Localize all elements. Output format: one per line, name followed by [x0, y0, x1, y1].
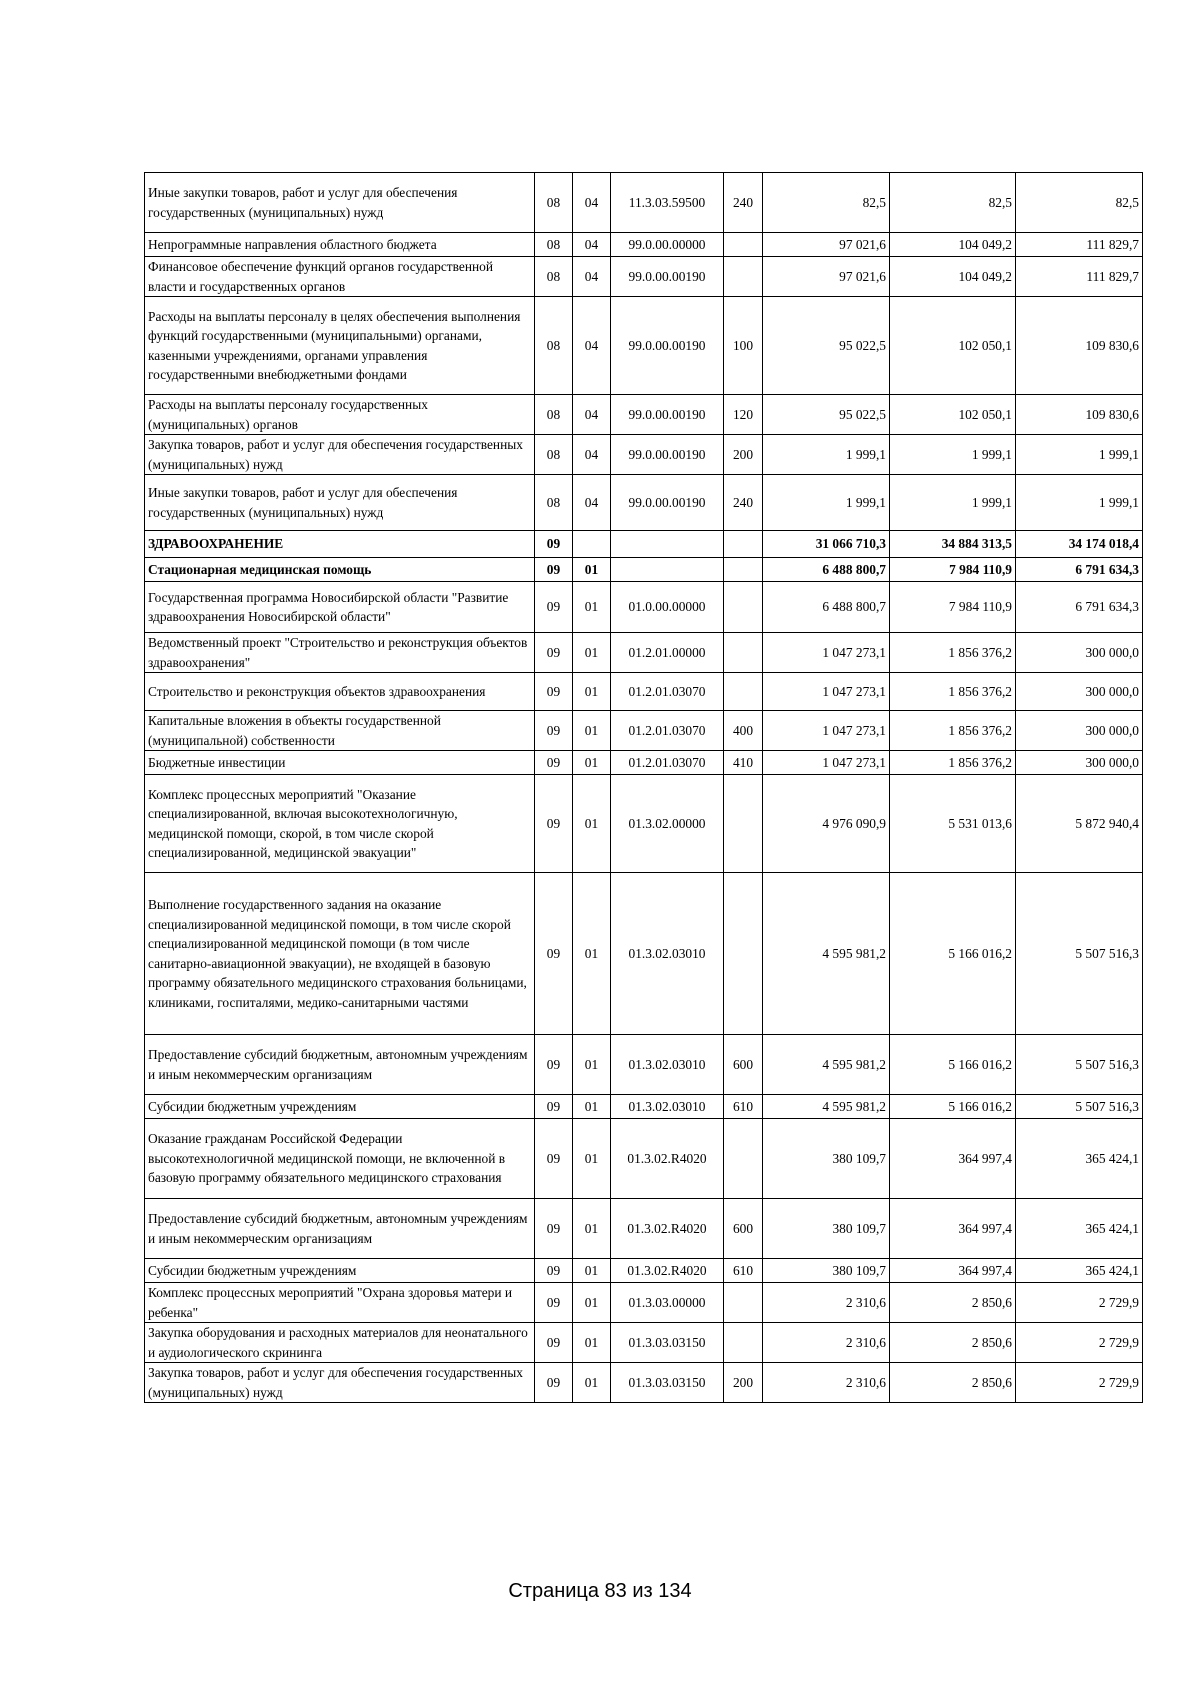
table-row — [145, 297, 1143, 395]
cell-expense-type — [724, 775, 763, 873]
cell-name: Бюджетные инвестиции — [145, 751, 535, 775]
cell-subsection: 01 — [573, 751, 611, 775]
cell-expense-type: 410 — [724, 751, 763, 775]
cell-expense-type — [724, 1283, 763, 1323]
cell-name: Оказание гражданам Российской Федерации высокотехнологичной медицинской помощи, не включенной в базовую программу обязательного медицинского страхования — [145, 1119, 535, 1199]
cell-amount-year-3: 300 000,0 — [1016, 633, 1143, 673]
cell-section: 09 — [535, 751, 573, 775]
cell-expense-type — [724, 873, 763, 1035]
cell-amount-year-2: 102 050,1 — [890, 395, 1016, 435]
table-row — [145, 1259, 1143, 1283]
page-number: Страница 83 из 134 — [508, 1580, 692, 1602]
cell-expense-type: 200 — [724, 435, 763, 475]
cell-amount-year-2: 5 531 013,6 — [890, 775, 1016, 873]
cell-amount-year-1: 1 047 273,1 — [763, 673, 890, 711]
cell-section: 09 — [535, 1283, 573, 1323]
cell-amount-year-2: 364 997,4 — [890, 1259, 1016, 1283]
cell-subsection — [573, 531, 611, 558]
cell-expense-type — [724, 558, 763, 582]
cell-amount-year-3: 109 830,6 — [1016, 297, 1143, 395]
cell-name: Субсидии бюджетным учреждениям — [145, 1259, 535, 1283]
cell-amount-year-3: 6 791 634,3 — [1016, 558, 1143, 582]
cell-section: 09 — [535, 582, 573, 633]
cell-subsection: 04 — [573, 395, 611, 435]
cell-target-article: 01.3.02.R4020 — [611, 1199, 724, 1259]
cell-subsection: 01 — [573, 633, 611, 673]
cell-expense-type: 610 — [724, 1095, 763, 1119]
cell-target-article: 01.2.01.03070 — [611, 751, 724, 775]
cell-subsection: 04 — [573, 475, 611, 531]
cell-target-article: 99.0.00.00000 — [611, 233, 724, 257]
cell-section: 08 — [535, 173, 573, 233]
cell-section: 09 — [535, 1095, 573, 1119]
cell-amount-year-1: 2 310,6 — [763, 1363, 890, 1403]
cell-target-article: 99.0.00.00190 — [611, 475, 724, 531]
cell-subsection: 01 — [573, 775, 611, 873]
cell-section: 09 — [535, 1035, 573, 1095]
cell-amount-year-3: 111 829,7 — [1016, 233, 1143, 257]
cell-amount-year-3: 6 791 634,3 — [1016, 582, 1143, 633]
cell-amount-year-1: 380 109,7 — [763, 1119, 890, 1199]
cell-amount-year-2: 1 999,1 — [890, 475, 1016, 531]
cell-amount-year-3: 5 507 516,3 — [1016, 1095, 1143, 1119]
cell-amount-year-3: 300 000,0 — [1016, 673, 1143, 711]
cell-name: Ведомственный проект "Строительство и реконструкция объектов здравоохранения" — [145, 633, 535, 673]
table-row — [145, 475, 1143, 531]
table-row — [145, 673, 1143, 711]
cell-name: Государственная программа Новосибирской области "Развитие здравоохранения Новосибирской области" — [145, 582, 535, 633]
cell-amount-year-1: 1 999,1 — [763, 475, 890, 531]
cell-section: 09 — [535, 1259, 573, 1283]
cell-amount-year-3: 5 507 516,3 — [1016, 873, 1143, 1035]
cell-subsection: 04 — [573, 173, 611, 233]
table-row — [145, 257, 1143, 297]
cell-amount-year-1: 95 022,5 — [763, 297, 890, 395]
cell-amount-year-1: 1 999,1 — [763, 435, 890, 475]
cell-target-article: 99.0.00.00190 — [611, 395, 724, 435]
cell-amount-year-2: 1 999,1 — [890, 435, 1016, 475]
cell-subsection: 01 — [573, 1283, 611, 1323]
table-row — [145, 531, 1143, 558]
cell-amount-year-2: 5 166 016,2 — [890, 873, 1016, 1035]
cell-name: Субсидии бюджетным учреждениям — [145, 1095, 535, 1119]
cell-target-article: 01.2.01.03070 — [611, 711, 724, 751]
cell-target-article: 01.2.01.03070 — [611, 673, 724, 711]
table-row — [145, 1283, 1143, 1323]
cell-expense-type — [724, 1323, 763, 1363]
cell-expense-type — [724, 673, 763, 711]
cell-section: 09 — [535, 1199, 573, 1259]
cell-amount-year-2: 5 166 016,2 — [890, 1095, 1016, 1119]
cell-name: Комплекс процессных мероприятий "Оказание специализированной, включая высокотехнологичную, медицинской помощи, скорой, в том числе скорой специализированной, медицинской эвакуации" — [145, 775, 535, 873]
table-row — [145, 1095, 1143, 1119]
cell-section: 09 — [535, 1323, 573, 1363]
cell-section: 09 — [535, 558, 573, 582]
cell-name: Предоставление субсидий бюджетным, автономным учреждениям и иным некоммерческим организациям — [145, 1199, 535, 1259]
cell-amount-year-1: 2 310,6 — [763, 1323, 890, 1363]
table-row — [145, 435, 1143, 475]
cell-name: Выполнение государственного задания на оказание специализированной медицинской помощи, в том числе скорой специализированной медицинской помощи (в том числе санитарно-авиационной эвакуации), не входящей в базовую программу обязательного медицинского страхования больницами, клиниками, госпиталями, медико-санитарными частями — [145, 873, 535, 1035]
cell-target-article: 01.0.00.00000 — [611, 582, 724, 633]
cell-section: 09 — [535, 1363, 573, 1403]
cell-target-article: 99.0.00.00190 — [611, 257, 724, 297]
cell-amount-year-3: 300 000,0 — [1016, 751, 1143, 775]
cell-expense-type: 240 — [724, 173, 763, 233]
cell-amount-year-3: 111 829,7 — [1016, 257, 1143, 297]
cell-subsection: 01 — [573, 1035, 611, 1095]
cell-section: 09 — [535, 633, 573, 673]
table-row — [145, 1035, 1143, 1095]
cell-amount-year-2: 2 850,6 — [890, 1283, 1016, 1323]
cell-target-article: 11.3.03.59500 — [611, 173, 724, 233]
cell-amount-year-1: 2 310,6 — [763, 1283, 890, 1323]
cell-expense-type: 610 — [724, 1259, 763, 1283]
cell-amount-year-2: 7 984 110,9 — [890, 558, 1016, 582]
cell-target-article: 01.3.03.03150 — [611, 1363, 724, 1403]
cell-target-article: 01.3.03.00000 — [611, 1283, 724, 1323]
cell-name: Предоставление субсидий бюджетным, автономным учреждениям и иным некоммерческим организациям — [145, 1035, 535, 1095]
table-row — [145, 633, 1143, 673]
cell-amount-year-2: 1 856 376,2 — [890, 633, 1016, 673]
cell-target-article: 01.3.03.03150 — [611, 1323, 724, 1363]
cell-amount-year-1: 4 595 981,2 — [763, 1035, 890, 1095]
table-row — [145, 173, 1143, 233]
cell-target-article: 99.0.00.00190 — [611, 435, 724, 475]
table-row — [145, 1363, 1143, 1403]
cell-amount-year-2: 34 884 313,5 — [890, 531, 1016, 558]
cell-name: Строительство и реконструкция объектов здравоохранения — [145, 673, 535, 711]
cell-name: Расходы на выплаты персоналу в целях обеспечения выполнения функций государственными (муниципальными) органами, казенными учреждениями, органами управления государственными внебюджетными фондами — [145, 297, 535, 395]
table-row — [145, 1199, 1143, 1259]
table-row — [145, 233, 1143, 257]
cell-target-article — [611, 531, 724, 558]
cell-expense-type: 120 — [724, 395, 763, 435]
cell-target-article: 01.3.02.00000 — [611, 775, 724, 873]
budget-table — [144, 172, 1143, 1403]
cell-expense-type: 400 — [724, 711, 763, 751]
cell-amount-year-1: 1 047 273,1 — [763, 751, 890, 775]
cell-amount-year-3: 365 424,1 — [1016, 1199, 1143, 1259]
cell-section: 09 — [535, 711, 573, 751]
cell-amount-year-2: 364 997,4 — [890, 1119, 1016, 1199]
cell-expense-type: 600 — [724, 1199, 763, 1259]
cell-amount-year-1: 97 021,6 — [763, 257, 890, 297]
table-row — [145, 751, 1143, 775]
cell-subsection: 01 — [573, 711, 611, 751]
cell-section: 09 — [535, 531, 573, 558]
cell-subsection: 01 — [573, 1323, 611, 1363]
cell-amount-year-3: 82,5 — [1016, 173, 1143, 233]
budget-table-body — [145, 173, 1143, 1403]
cell-name: Закупка оборудования и расходных материалов для неонатального и аудиологического скрининга — [145, 1323, 535, 1363]
cell-amount-year-2: 1 856 376,2 — [890, 751, 1016, 775]
cell-section: 09 — [535, 775, 573, 873]
cell-target-article: 99.0.00.00190 — [611, 297, 724, 395]
cell-amount-year-2: 5 166 016,2 — [890, 1035, 1016, 1095]
cell-subsection: 01 — [573, 673, 611, 711]
cell-expense-type — [724, 582, 763, 633]
table-row — [145, 1119, 1143, 1199]
cell-subsection: 01 — [573, 558, 611, 582]
table-row — [145, 711, 1143, 751]
cell-amount-year-1: 1 047 273,1 — [763, 633, 890, 673]
cell-amount-year-3: 1 999,1 — [1016, 435, 1143, 475]
cell-subsection: 01 — [573, 1259, 611, 1283]
cell-amount-year-1: 6 488 800,7 — [763, 582, 890, 633]
cell-amount-year-3: 300 000,0 — [1016, 711, 1143, 751]
cell-subsection: 01 — [573, 582, 611, 633]
cell-amount-year-2: 104 049,2 — [890, 233, 1016, 257]
cell-expense-type: 600 — [724, 1035, 763, 1095]
cell-amount-year-3: 2 729,9 — [1016, 1283, 1143, 1323]
cell-amount-year-1: 4 976 090,9 — [763, 775, 890, 873]
cell-section: 08 — [535, 257, 573, 297]
cell-name: Расходы на выплаты персоналу государственных (муниципальных) органов — [145, 395, 535, 435]
cell-amount-year-3: 5 507 516,3 — [1016, 1035, 1143, 1095]
cell-amount-year-2: 1 856 376,2 — [890, 711, 1016, 751]
cell-section: 08 — [535, 233, 573, 257]
cell-name: Стационарная медицинская помощь — [145, 558, 535, 582]
cell-amount-year-1: 97 021,6 — [763, 233, 890, 257]
cell-amount-year-1: 82,5 — [763, 173, 890, 233]
cell-amount-year-2: 102 050,1 — [890, 297, 1016, 395]
cell-amount-year-2: 1 856 376,2 — [890, 673, 1016, 711]
table-row — [145, 558, 1143, 582]
cell-amount-year-3: 109 830,6 — [1016, 395, 1143, 435]
cell-subsection: 04 — [573, 233, 611, 257]
cell-section: 08 — [535, 435, 573, 475]
cell-amount-year-3: 2 729,9 — [1016, 1323, 1143, 1363]
cell-expense-type — [724, 633, 763, 673]
cell-subsection: 01 — [573, 1095, 611, 1119]
cell-subsection: 04 — [573, 297, 611, 395]
cell-amount-year-1: 31 066 710,3 — [763, 531, 890, 558]
cell-subsection: 01 — [573, 1363, 611, 1403]
cell-name: Иные закупки товаров, работ и услуг для обеспечения государственных (муниципальных) нужд — [145, 475, 535, 531]
table-row — [145, 1323, 1143, 1363]
cell-amount-year-1: 6 488 800,7 — [763, 558, 890, 582]
cell-amount-year-3: 34 174 018,4 — [1016, 531, 1143, 558]
cell-amount-year-2: 82,5 — [890, 173, 1016, 233]
cell-target-article: 01.3.02.03010 — [611, 1035, 724, 1095]
cell-amount-year-3: 5 872 940,4 — [1016, 775, 1143, 873]
cell-name: Иные закупки товаров, работ и услуг для обеспечения государственных (муниципальных) нужд — [145, 173, 535, 233]
cell-amount-year-1: 380 109,7 — [763, 1259, 890, 1283]
cell-amount-year-1: 4 595 981,2 — [763, 1095, 890, 1119]
cell-section: 08 — [535, 395, 573, 435]
cell-name: Непрограммные направления областного бюджета — [145, 233, 535, 257]
cell-name: Комплекс процессных мероприятий "Охрана здоровья матери и ребенка" — [145, 1283, 535, 1323]
cell-target-article: 01.3.02.R4020 — [611, 1259, 724, 1283]
cell-expense-type: 100 — [724, 297, 763, 395]
cell-target-article: 01.3.02.03010 — [611, 1095, 724, 1119]
cell-name: Финансовое обеспечение функций органов государственной власти и государственных органов — [145, 257, 535, 297]
cell-amount-year-1: 95 022,5 — [763, 395, 890, 435]
cell-expense-type: 200 — [724, 1363, 763, 1403]
cell-amount-year-3: 2 729,9 — [1016, 1363, 1143, 1403]
cell-amount-year-1: 380 109,7 — [763, 1199, 890, 1259]
cell-target-article: 01.3.02.R4020 — [611, 1119, 724, 1199]
cell-name: Закупка товаров, работ и услуг для обеспечения государственных (муниципальных) нужд — [145, 435, 535, 475]
table-row — [145, 395, 1143, 435]
cell-subsection: 01 — [573, 1199, 611, 1259]
cell-expense-type — [724, 1119, 763, 1199]
cell-name: Капитальные вложения в объекты государственной (муниципальной) собственности — [145, 711, 535, 751]
cell-amount-year-2: 2 850,6 — [890, 1363, 1016, 1403]
cell-amount-year-2: 104 049,2 — [890, 257, 1016, 297]
cell-subsection: 04 — [573, 435, 611, 475]
cell-subsection: 01 — [573, 873, 611, 1035]
table-row — [145, 873, 1143, 1035]
cell-section: 09 — [535, 673, 573, 711]
cell-amount-year-3: 365 424,1 — [1016, 1119, 1143, 1199]
table-row — [145, 775, 1143, 873]
cell-section: 09 — [535, 1119, 573, 1199]
cell-target-article: 01.2.01.00000 — [611, 633, 724, 673]
cell-section: 08 — [535, 475, 573, 531]
cell-subsection: 01 — [573, 1119, 611, 1199]
cell-amount-year-2: 2 850,6 — [890, 1323, 1016, 1363]
cell-expense-type: 240 — [724, 475, 763, 531]
cell-amount-year-1: 1 047 273,1 — [763, 711, 890, 751]
cell-expense-type — [724, 233, 763, 257]
cell-expense-type — [724, 257, 763, 297]
cell-amount-year-2: 7 984 110,9 — [890, 582, 1016, 633]
cell-section: 09 — [535, 873, 573, 1035]
cell-target-article — [611, 558, 724, 582]
cell-amount-year-3: 1 999,1 — [1016, 475, 1143, 531]
cell-name: Закупка товаров, работ и услуг для обеспечения государственных (муниципальных) нужд — [145, 1363, 535, 1403]
table-row — [145, 582, 1143, 633]
cell-subsection: 04 — [573, 257, 611, 297]
cell-amount-year-3: 365 424,1 — [1016, 1259, 1143, 1283]
cell-amount-year-1: 4 595 981,2 — [763, 873, 890, 1035]
cell-amount-year-2: 364 997,4 — [890, 1199, 1016, 1259]
cell-section: 08 — [535, 297, 573, 395]
cell-expense-type — [724, 531, 763, 558]
cell-target-article: 01.3.02.03010 — [611, 873, 724, 1035]
cell-name: ЗДРАВООХРАНЕНИЕ — [145, 531, 535, 558]
